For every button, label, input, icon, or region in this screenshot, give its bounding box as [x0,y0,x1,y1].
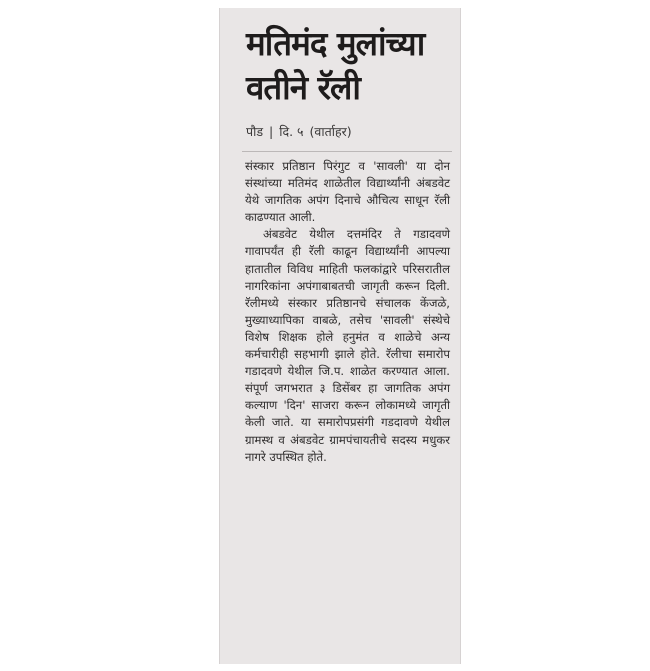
article-paragraph: अंबडवेट येथील दत्तमंदिर ते गडादवणे गावापर्यंत ही रॅली काढून विद्यार्थ्यांनी आपल्या हातातील विविध माहिती फलकांद्वारे परिसरातील नागरिकांना अपंगाबाबतची जागृती करून दिली. रॅलीमध्ये संस्कार प्रतिष्ठानचे संचालक केंजळे, मुख्याध्यापिका वाबळे, तसेच 'सावली' संस्थेचे विशेष शिक्षक होले हनुमंत व शाळेचे अन्य कर्मचारीही सहभागी झाले होते. रॅलीचा समारोप गडादवणे येथील जि.प. शाळेत करण्यात आला. संपूर्ण जगभरात ३ डिसेंबर हा जागतिक अपंग कल्याण 'दिन' साजरा करून लोकामध्ये जागृती केली जाते. या समारोपप्रसंगी गडदावणे येथील ग्रामस्थ व अंबडवेट ग्रामपंचायतीचे सदस्य मधुकर नागरे उपस्थित होते. [245,227,450,464]
article-body [245,158,450,466]
dateline-date: दि. ५ [279,124,304,139]
article-dateline [246,124,354,140]
article-paragraph: संस्कार प्रतिष्ठान पिरंगुट व 'सावली' या दोन संस्थांच्या मतिमंद शाळेतील विद्यार्थ्यांनी अंबडवेट येथे जागतिक अपंग दिनाचे औचित्य साधून रॅली काढण्यात आली. [245,159,450,225]
newspaper-clipping [219,8,461,664]
dateline-separator: | [269,124,274,139]
dateline-place: पौड [246,124,264,139]
divider [242,151,452,152]
article-headline: मतिमंद मुलांच्या वतीने रॅली [246,24,425,107]
dateline-source: (वार्ताहर) [309,124,352,139]
